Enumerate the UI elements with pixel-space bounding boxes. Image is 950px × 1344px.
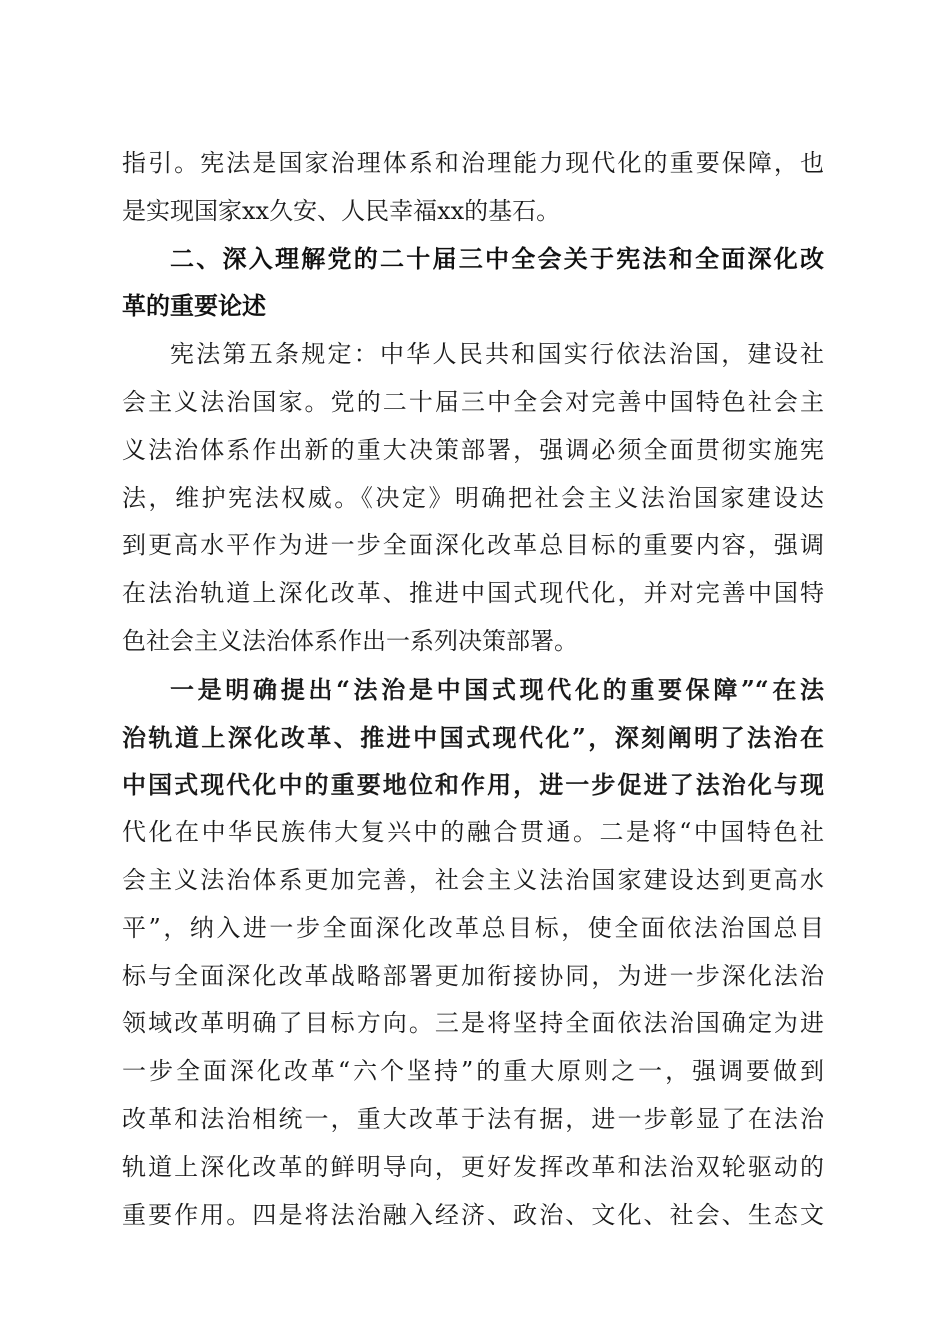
text-line: 是实现国家xx久安、人民幸福xx的基石。: [122, 196, 561, 225]
text-line: 代化在中华民族伟大复兴中的融合贯通。二是将“中国特色社: [122, 818, 824, 847]
text-line: 治轨道上深化改革、推进中国式现代化”，深刻阐明了法治在: [122, 722, 824, 752]
text-line: 在法治轨道上深化改革、推进中国式现代化，并对完善中国特: [122, 579, 824, 608]
text-line: 到更高水平作为进一步全面深化改革总目标的重要内容，强调: [122, 531, 824, 560]
text-line: 法，维护宪法权威。《决定》明确把社会主义法治国家建设达: [122, 483, 824, 512]
text-line: 会主义法治国家。党的二十届三中全会对完善中国特色社会主: [122, 387, 824, 416]
text-line: 平”，纳入进一步全面深化改革总目标，使全面依法治国总目: [122, 913, 824, 942]
text-line: 标与全面深化改革战略部署更加衔接协同，为进一步深化法治: [122, 961, 824, 990]
text-line: 指引。宪法是国家治理体系和治理能力现代化的重要保障，也: [122, 149, 824, 177]
paragraph-4: [122, 666, 824, 809]
text-line: 一步全面深化改革“六个坚持”的重大原则之一，强调要做到: [122, 1057, 824, 1086]
paragraph-4-continued: [122, 809, 824, 1239]
text-line: 色社会主义法治体系作出一系列决策部署。: [122, 626, 578, 655]
paragraph-1: [122, 140, 824, 236]
text-line: 会主义法治体系更加完善，社会主义法治国家建设达到更高水: [122, 865, 824, 894]
text-line: 轨道上深化改革的鲜明导向，更好发挥改革和法治双轮驱动的: [122, 1152, 824, 1181]
section-heading: [122, 236, 824, 332]
document-body: [122, 140, 824, 1239]
heading-line: 革的重要论述: [122, 292, 266, 321]
text-line: 改革和法治相统一，重大改革于法有据，进一步彰显了在法治: [122, 1104, 824, 1133]
text-line: 领域改革明确了目标方向。三是将坚持全面依法治国确定为进: [122, 1009, 824, 1038]
text-line: 一是明确提出“法治是中国式现代化的重要保障”“在法: [170, 674, 824, 704]
text-line: 重要作用。四是将法治融入经济、政治、文化、社会、生态文: [122, 1200, 824, 1229]
text-line: 义法治体系作出新的重大决策部署，强调必须全面贯彻实施宪: [122, 435, 824, 464]
text-line: 宪法第五条规定：中华人民共和国实行依法治国，建设社: [170, 340, 824, 369]
heading-line: 二、深入理解党的二十届三中全会关于宪法和全面深化改: [170, 244, 824, 273]
paragraph-3: [122, 331, 824, 666]
text-line: 中国式现代化中的重要地位和作用，进一步促进了法治化与现: [122, 770, 824, 800]
